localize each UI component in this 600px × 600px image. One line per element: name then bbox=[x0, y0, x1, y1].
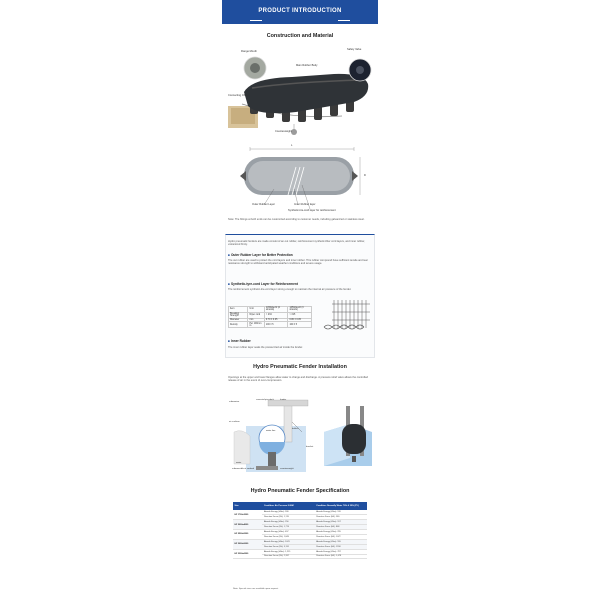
spec-cell: Reaction Force (kN): 1,678 bbox=[315, 554, 367, 559]
inner-rubber-heading-text: Inner Rubber bbox=[230, 339, 251, 343]
spec-size-cell: HF 2000x4000 bbox=[233, 520, 262, 530]
label-outer-rubber-layer: Outer Rubber Layer bbox=[252, 203, 275, 206]
spec-cell: Reaction Force (kN): 580 bbox=[315, 515, 367, 520]
construction-title: Construction and Material bbox=[266, 33, 334, 39]
spec-cell: Reaction Force (kN): 1,774 bbox=[262, 525, 314, 530]
banner-line-right bbox=[338, 20, 350, 21]
table-cell: Breaking Strength bbox=[229, 312, 248, 318]
label-main-rubber-body: Main Rubber Body bbox=[296, 64, 318, 67]
product-page bbox=[222, 0, 378, 600]
spec-cell: Absorb Energy (kNm): 295 bbox=[315, 530, 367, 535]
label-bracket: bracket bbox=[306, 446, 314, 448]
table-header-cell: 1450dtex/2 (3 strands) bbox=[288, 307, 312, 313]
outer-rubber-heading-text: Outer Rubber Layer for Better Protection bbox=[230, 253, 293, 257]
spec-size-cell: HF 2500x5500 bbox=[233, 530, 262, 540]
spec-size-cell: HF 1700x3500 bbox=[233, 510, 262, 520]
spec-cell: Reaction Force (kN): 1558 bbox=[315, 544, 367, 549]
header-banner bbox=[222, 0, 378, 24]
spec-cell: Reaction Force (kN): 3,131 bbox=[262, 544, 314, 549]
spec-cell: Reaction Force (kN): 868 bbox=[315, 525, 367, 530]
bullet-icon: ■ bbox=[228, 253, 230, 257]
table-cell: Diameter bbox=[229, 318, 248, 322]
specification-note: Note: Special sizes are available upon request. bbox=[233, 588, 279, 590]
cord-spec-table bbox=[228, 306, 312, 328]
label-safety-valve: Safety Valve bbox=[347, 48, 362, 51]
label-water-line: water line bbox=[266, 430, 276, 432]
spec-cell: Reaction Force (kN): 2,337 bbox=[262, 554, 314, 559]
fender-photo-illustration bbox=[222, 44, 378, 140]
specification-title: Hydro Pneumatic Fender Specification bbox=[250, 488, 350, 494]
table-cell: Density bbox=[229, 322, 248, 328]
spec-cell: Absorb Energy (kNm): 197 bbox=[315, 520, 367, 525]
spec-cell: Absorb Energy (kNm): 787 bbox=[315, 549, 367, 554]
table-header-cell: 1450dtex/2 (2 strands) bbox=[264, 307, 288, 313]
label-connecting-chain: Connecting Chain bbox=[228, 94, 249, 97]
specification-table bbox=[233, 502, 367, 559]
cord-layer-heading bbox=[228, 282, 298, 286]
installation-3d-illustration bbox=[320, 402, 374, 468]
label-seabed: submersible at seabed bbox=[232, 468, 255, 470]
table-cell: 0.70 ± 0.05 bbox=[264, 318, 288, 322]
label-water: water bbox=[236, 462, 242, 464]
bullet-icon: ■ bbox=[228, 339, 230, 343]
table-cell: 100 ± 5 bbox=[288, 322, 312, 328]
cord-strand-illustration bbox=[322, 322, 368, 332]
table-row bbox=[229, 322, 312, 328]
table-cell: N/per cord bbox=[248, 312, 264, 318]
table-cell: Per 100mm in. bbox=[248, 322, 264, 328]
label-inner-rubber-layer: Inner Rubber layer bbox=[294, 203, 316, 206]
spec-header-cell: Condition: Normally Water 70% & 35% (PV) bbox=[315, 502, 367, 510]
label-cord-layer: Synthetic-tire-cord layer for reinforcement bbox=[288, 209, 336, 212]
spec-size-cell: HF 3300x6500 bbox=[233, 549, 262, 559]
label-ballast: ballast bbox=[292, 428, 299, 430]
label-fender: fender bbox=[280, 399, 287, 401]
spec-cell: Absorb Energy (kNm): 180 bbox=[262, 510, 314, 515]
label-counterweight-install: counterweight bbox=[280, 468, 294, 470]
installation-text: Openings at the upper and lower flanges allow water to charge and discharge. A pressure relief valve allows the controlled release of air in the event of over-compression. bbox=[228, 376, 368, 383]
outer-rubber-body: The out rubber are used to protect the cord layers and inner rubber. This rubber compound have sufficient tensile and tear resistance strength to withstand anticipated weather conditions and severe usage. bbox=[228, 259, 368, 266]
label-mooring-line: concrete/pier deck bbox=[256, 399, 274, 401]
label-air-cushion: air cushion bbox=[229, 421, 240, 423]
table-cell: > 315 bbox=[288, 312, 312, 318]
page-title: PRODUCT INTRODUCTION bbox=[258, 8, 342, 14]
installation-diagram bbox=[228, 392, 320, 476]
cord-layer-body: The reinforcement synthetic-tire-cord layer strong enough to maintain the internal air pressure of the fender. bbox=[228, 288, 352, 291]
installation-title: Hydro Pneumatic Fender Installation bbox=[253, 364, 347, 370]
spec-cell: Absorb Energy (kNm): 256 bbox=[262, 520, 314, 525]
inner-rubber-heading bbox=[228, 339, 251, 343]
table-header-cell: Item bbox=[229, 307, 248, 313]
spec-cell: Absorb Energy (kNm): 1,215 bbox=[262, 549, 314, 554]
table-header-cell: Unit bbox=[248, 307, 264, 313]
spec-header-row bbox=[233, 502, 367, 510]
spec-cell: Reaction Force (kN): 1,849 bbox=[262, 534, 314, 539]
material-intro-text: Hydro pneumatic fenders are made consist of an out rubber, reinforcement synthetic-fiber cord layers, and inner rubber, vulcanized firmly. bbox=[228, 240, 365, 247]
spec-cell: Absorb Energy (kNm): 497 bbox=[262, 530, 314, 535]
spec-cell: Absorb Energy (kNm): 555 bbox=[315, 539, 367, 544]
bullet-icon: ■ bbox=[228, 282, 230, 286]
spec-cell: Reaction Force (kN): 1,170 bbox=[262, 515, 314, 520]
spec-size-cell: HF 3000x5000 bbox=[233, 539, 262, 549]
inner-rubber-body: The inner rubber layer seals the pressurized air inside the fender. bbox=[228, 346, 303, 349]
spec-cell: Reaction Force (kN): 1072 bbox=[315, 534, 367, 539]
outer-rubber-heading bbox=[228, 253, 293, 257]
spec-cell: Absorb Energy (kNm): 120 bbox=[315, 510, 367, 515]
label-submarine: submarine bbox=[229, 401, 240, 403]
spec-header-cell: Condition: Air Pressure 0.08M bbox=[262, 502, 314, 510]
fittings-note: Note: The fittings at both ends can be customized according to customer needs, including galvanized or stainless steel. bbox=[228, 218, 365, 221]
table-cell: 0.80 ± 0.05 bbox=[288, 318, 312, 322]
diagram-length-label: L bbox=[291, 144, 293, 147]
banner-line-left bbox=[250, 20, 262, 21]
spec-header-cell: Size bbox=[233, 502, 262, 510]
label-flange-mouth: Flange Mouth bbox=[241, 50, 257, 53]
spec-cell: Absorb Energy (kNm): 1070 bbox=[262, 539, 314, 544]
label-counterweight: Counterweight bbox=[275, 130, 292, 133]
table-cell: 100 ± 5 bbox=[264, 322, 288, 328]
diagram-diameter-label: D bbox=[364, 174, 366, 177]
cord-layer-heading-text: Synthetic-tyre-cord Layer for Reinforcement bbox=[230, 282, 298, 286]
table-cell: > 234 bbox=[264, 312, 288, 318]
table-cell: mm bbox=[248, 318, 264, 322]
